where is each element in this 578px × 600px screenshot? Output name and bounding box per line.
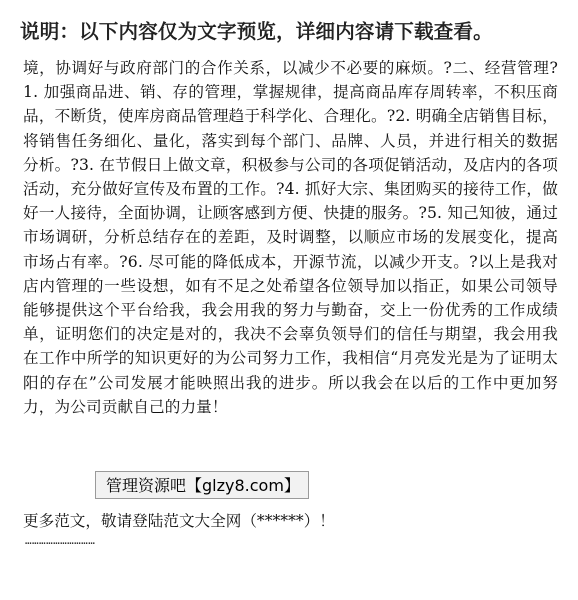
watermark-banner: 管理资源吧【glzy8.com】: [95, 471, 309, 499]
document-body: [23, 56, 558, 419]
preview-notice: 说明：以下内容仅为文字预览，详细内容请下载查看。: [20, 20, 493, 43]
footer-dots: …………………………: [25, 534, 96, 547]
body-paragraph: 境，协调好与政府部门的合作关系，以减少不必要的麻烦。?二、经营管理?1. 加强商品进、销、存的管理，掌握规律，提高商品库存周转率，不积压商品，不断货，使库房商品管理趋于科学化、合理化。?2. 明确全店销售目标，将销售任务细化、量化，落实到每个部门、品牌、人员，并进行相关的数据分析。?3. 在节假日上做文章，积极参与公司的各项促销活动，及店内的各项活动，充分做好宣传及布置的工作。?4. 抓好大宗、集团购买的接待工作，做好一人接待，全面协调，让顾客感到方便、快捷的服务。?5. 知己知彼，通过市场调研，分析总结存在的差距，及时调整，以顺应市场的发展变化，提高市场占有率。?6. 尽可能的降低成本，开源节流，以减少开支。?以上是我对店内管理的一些设想，如有不足之处希望各位领导加以指正，如果公司领导能够提供这个平台给我，我会用我的努力与勤奋，交上一份优秀的工作成绩单，证明您们的决定是对的，我决不会辜负领导们的信任与期望，我会用我在工作中所学的知识更好的为公司努力工作，我相信“月亮发光是为了证明太阳的存在”公司发展才能映照出我的进步。所以我会在以后的工作中更加努力，为公司贡献自己的力量！: [23, 59, 558, 416]
footer-more-text: 更多范文，敬请登陆范文大全网（******）！: [23, 512, 335, 530]
